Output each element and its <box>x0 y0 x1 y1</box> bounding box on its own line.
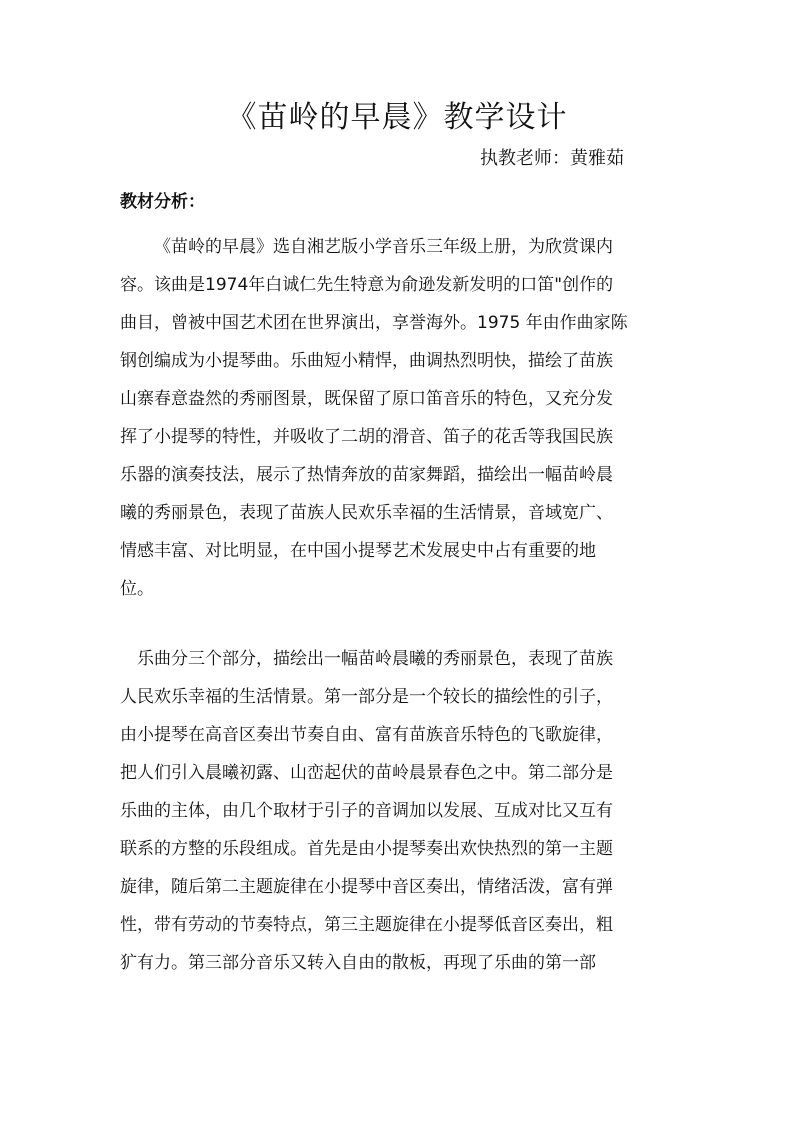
paragraph-material-analysis <box>120 228 680 608</box>
paragraph-line: 乐曲分三个部分，描绘出一幅苗岭晨曦的秀丽景色，表现了苗族 <box>137 649 613 669</box>
paragraph-line: 联系的方整的乐段组成。首先是由小提琴奏出欢快热烈的第一主题 <box>120 839 613 859</box>
paragraph-line: 山寨春意盎然的秀丽图景，既保留了原口笛音乐的特色，又充分发 <box>120 389 613 409</box>
paragraph-line: 情感丰富、对比明显，在中国小提琴艺术发展史中占有重要的地 <box>120 541 596 561</box>
paragraph-line: 把人们引入晨曦初露、山峦起伏的苗岭晨景春色之中。第二部分是 <box>120 763 613 783</box>
document-title: 《苗岭的早晨》教学设计 <box>226 100 568 135</box>
paragraph-line: 《苗岭的早晨》选自湘艺版小学音乐三年级上册，为欣赏课内 <box>154 237 613 257</box>
paragraph-line: 由小提琴在高音区奏出节奏自由、富有苗族音乐特色的飞歌旋律， <box>120 725 613 745</box>
paragraph-line: 性，带有劳动的节奏特点，第三主题旋律在小提琴低音区奏出，粗 <box>120 915 613 935</box>
paragraph-line: 人民欢乐幸福的生活情景。第一部分是一个较长的描绘性的引子， <box>120 687 613 707</box>
paragraph-line: 容。该曲是1974年白诚仁先生特意为俞逊发新发明的口笛"创作的 <box>120 275 614 295</box>
section-heading: 教材分析： <box>120 192 205 212</box>
paragraph-line: 挥了小提琴的特性，并吸收了二胡的滑音、笛子的花舌等我国民族 <box>120 427 613 447</box>
paragraph-line: 旋律，随后第二主题旋律在小提琴中音区奏出，情绪活泼，富有弹 <box>120 877 613 897</box>
paragraph-line: 曦的秀丽景色，表现了苗族人民欢乐幸福的生活情景，音域宽广、 <box>120 503 613 523</box>
paragraph-line: 乐曲的主体，由几个取材于引子的音调加以发展、互成对比又互有 <box>120 801 613 821</box>
paragraph-line: 钢创编成为小提琴曲。乐曲短小精悍，曲调热烈明快，描绘了苗族 <box>120 351 613 371</box>
paragraph-line: 犷有力。第三部分音乐又转入自由的散板，再现了乐曲的第一部 <box>120 953 596 973</box>
paragraph-structure <box>120 640 680 982</box>
teacher-name: 执教老师：黄雅茹 <box>480 148 624 169</box>
paragraph-line: 乐器的演奏技法，展示了热情奔放的苗家舞蹈，描绘出一幅苗岭晨 <box>120 465 613 485</box>
paragraph-line: 曲目，曾被中国艺术团在世界演出，享誉海外。1975 年由作曲家陈 <box>120 313 628 333</box>
paragraph-line: 位。 <box>120 579 154 599</box>
